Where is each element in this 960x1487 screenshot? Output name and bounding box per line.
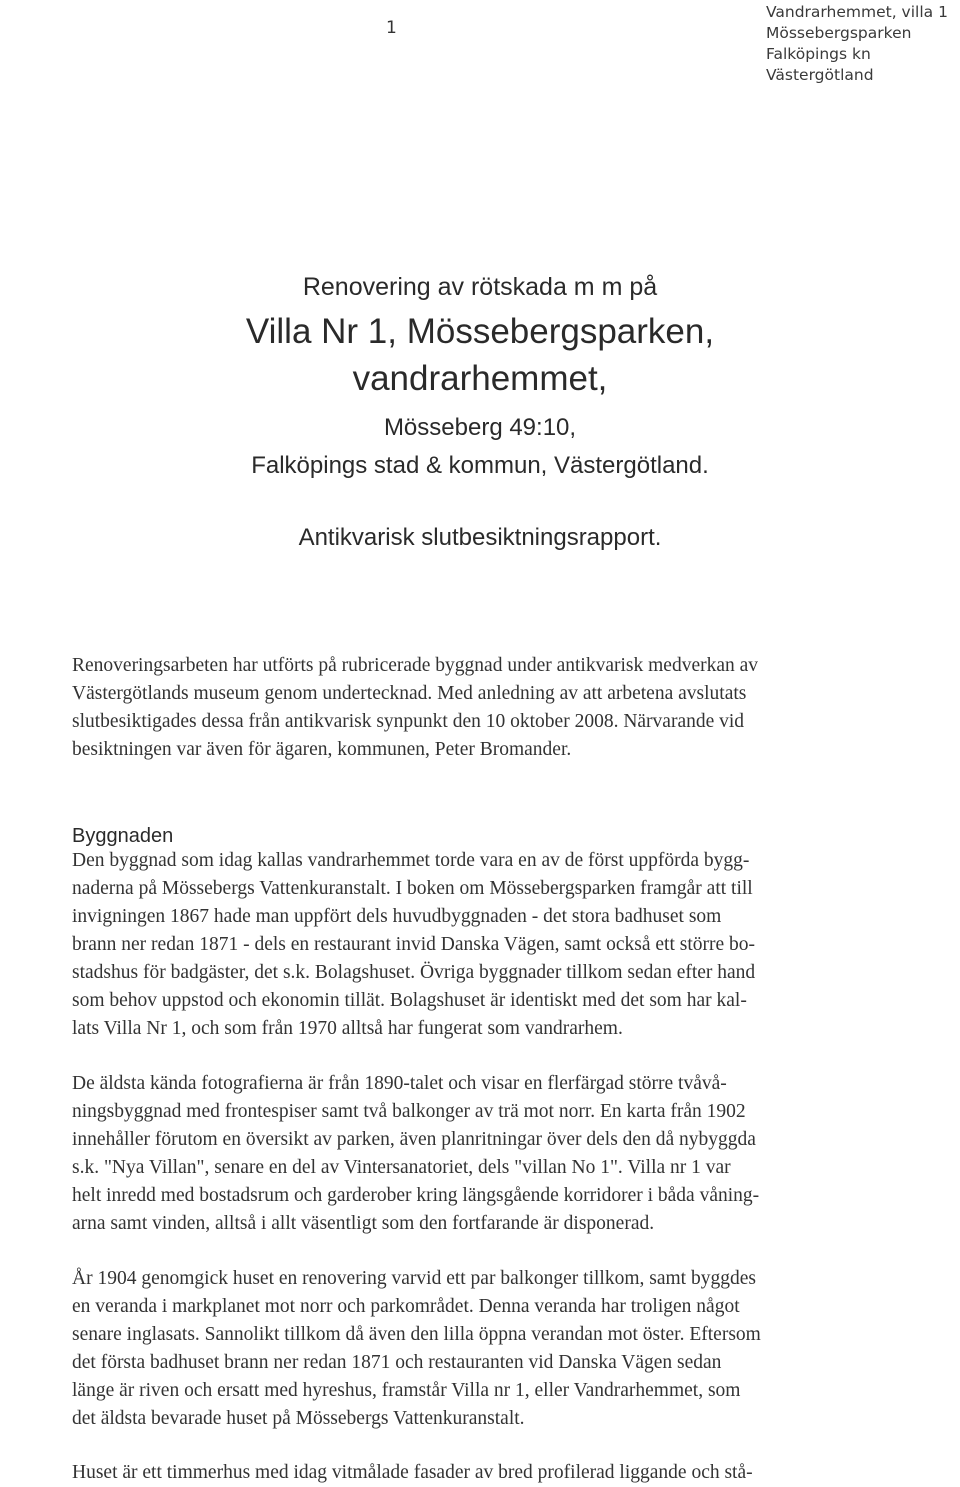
header-line: Falköpings kn bbox=[766, 45, 871, 63]
text-line: lats Villa Nr 1, och som från 1970 alltså har fungerat som vandrarhem. bbox=[72, 1018, 623, 1039]
paragraph-3 bbox=[72, 1265, 892, 1433]
paragraph-1 bbox=[72, 847, 892, 1043]
title-line-4: Mösseberg 49:10, bbox=[383, 414, 577, 441]
text-line: senare inglasats. Sannolikt tillkom då även den lilla öppna verandan mot öster. Eftersom bbox=[72, 1324, 761, 1345]
section-heading: Byggnaden bbox=[72, 825, 174, 847]
header-line: Västergötland bbox=[766, 66, 874, 84]
text-line: s.k. "Nya Villan", senare en del av Vintersanatoriet, dels "villan No 1". Villa nr 1 var bbox=[72, 1157, 731, 1178]
text-line: stadshus för badgäster, det s.k. Bolagshuset. Övriga byggnader tillkom sedan efter hand bbox=[72, 962, 756, 983]
text-line: ningsbyggnad med frontespiser samt två balkonger av trä mot norr. En karta från 1902 bbox=[72, 1101, 746, 1122]
title-line-3: vandrarhemmet, bbox=[352, 359, 608, 398]
paragraph-4 bbox=[72, 1459, 892, 1487]
text-line: helt inredd med bostadsrum och garderober kring längsgående korridorer i båda våning- bbox=[72, 1185, 760, 1206]
text-line: naderna på Mössebergs Vattenkuranstalt. I boken om Mössebergsparken framgår att till bbox=[72, 878, 753, 899]
report-type: Antikvarisk slutbesiktningsrapport. bbox=[298, 524, 662, 551]
text-line: innehåller förutom en översikt av parken, även planritningar över dels den då nybyggda bbox=[72, 1129, 756, 1150]
text-line: arna samt vinden, alltså i allt väsentligt som den fortfarande är disponerad. bbox=[72, 1213, 655, 1234]
text-line: De äldsta kända fotografierna är från 1890-talet och visar en flerfärgad större tvåvå- bbox=[72, 1073, 727, 1094]
text-line: Renoveringsarbeten har utförts på rubricerade byggnad under antikvarisk medverkan av bbox=[72, 655, 759, 676]
intro-paragraph bbox=[72, 652, 892, 764]
text-line: Huset är ett timmerhus med idag vitmålade fasader av bred profilerad liggande och stå- bbox=[72, 1462, 753, 1483]
paragraph-2 bbox=[72, 1070, 892, 1238]
title-line-2: Villa Nr 1, Mössebergsparken, bbox=[245, 312, 715, 351]
text-line: invigningen 1867 hade man uppfört dels huvudbyggnaden - det stora badhuset som bbox=[72, 906, 722, 927]
text-line: Den byggnad som idag kallas vandrarhemmet torde vara en av de först uppförda bygg- bbox=[72, 850, 750, 871]
running-header bbox=[766, 2, 956, 86]
text-line: en veranda i markplanet mot norr och parkområdet. Denna veranda har troligen något bbox=[72, 1296, 740, 1317]
text-line: besiktningen var även för ägaren, kommunen, Peter Bromander. bbox=[72, 739, 572, 760]
title-line-5: Falköpings stad & kommun, Västergötland. bbox=[251, 452, 709, 479]
title-line-1: Renovering av rötskada m m på bbox=[302, 273, 658, 301]
text-line: Västergötlands museum genom undertecknad. Med anledning av att arbetena avslutats bbox=[72, 683, 747, 704]
text-line: brann ner redan 1871 - dels en restaurant invid Danska Vägen, samt också ett större bo- bbox=[72, 934, 756, 955]
header-line: Mössebergsparken bbox=[766, 24, 912, 42]
header-line: Vandrarhemmet, villa 1 bbox=[766, 3, 948, 21]
text-line: det första badhuset brann ner redan 1871 och restauranten vid Danska Vägen sedan bbox=[72, 1352, 722, 1373]
text-line: länge är riven och ersatt med hyreshus, framstår Villa nr 1, eller Vandrarhemmet, som bbox=[72, 1380, 741, 1401]
text-line: År 1904 genomgick huset en renovering varvid ett par balkonger tillkom, samt byggdes bbox=[72, 1268, 756, 1289]
page-number: 1 bbox=[386, 18, 397, 38]
text-line: det äldsta bevarade huset på Mössebergs Vattenkuranstalt. bbox=[72, 1408, 525, 1429]
text-line: som behov uppstod och ekonomin tillät. Bolagshuset är identiskt med det som har kal- bbox=[72, 990, 747, 1011]
text-line: slutbesiktigades dessa från antikvarisk synpunkt den 10 oktober 2008. Närvarande vid bbox=[72, 711, 745, 732]
title-block bbox=[0, 270, 960, 554]
